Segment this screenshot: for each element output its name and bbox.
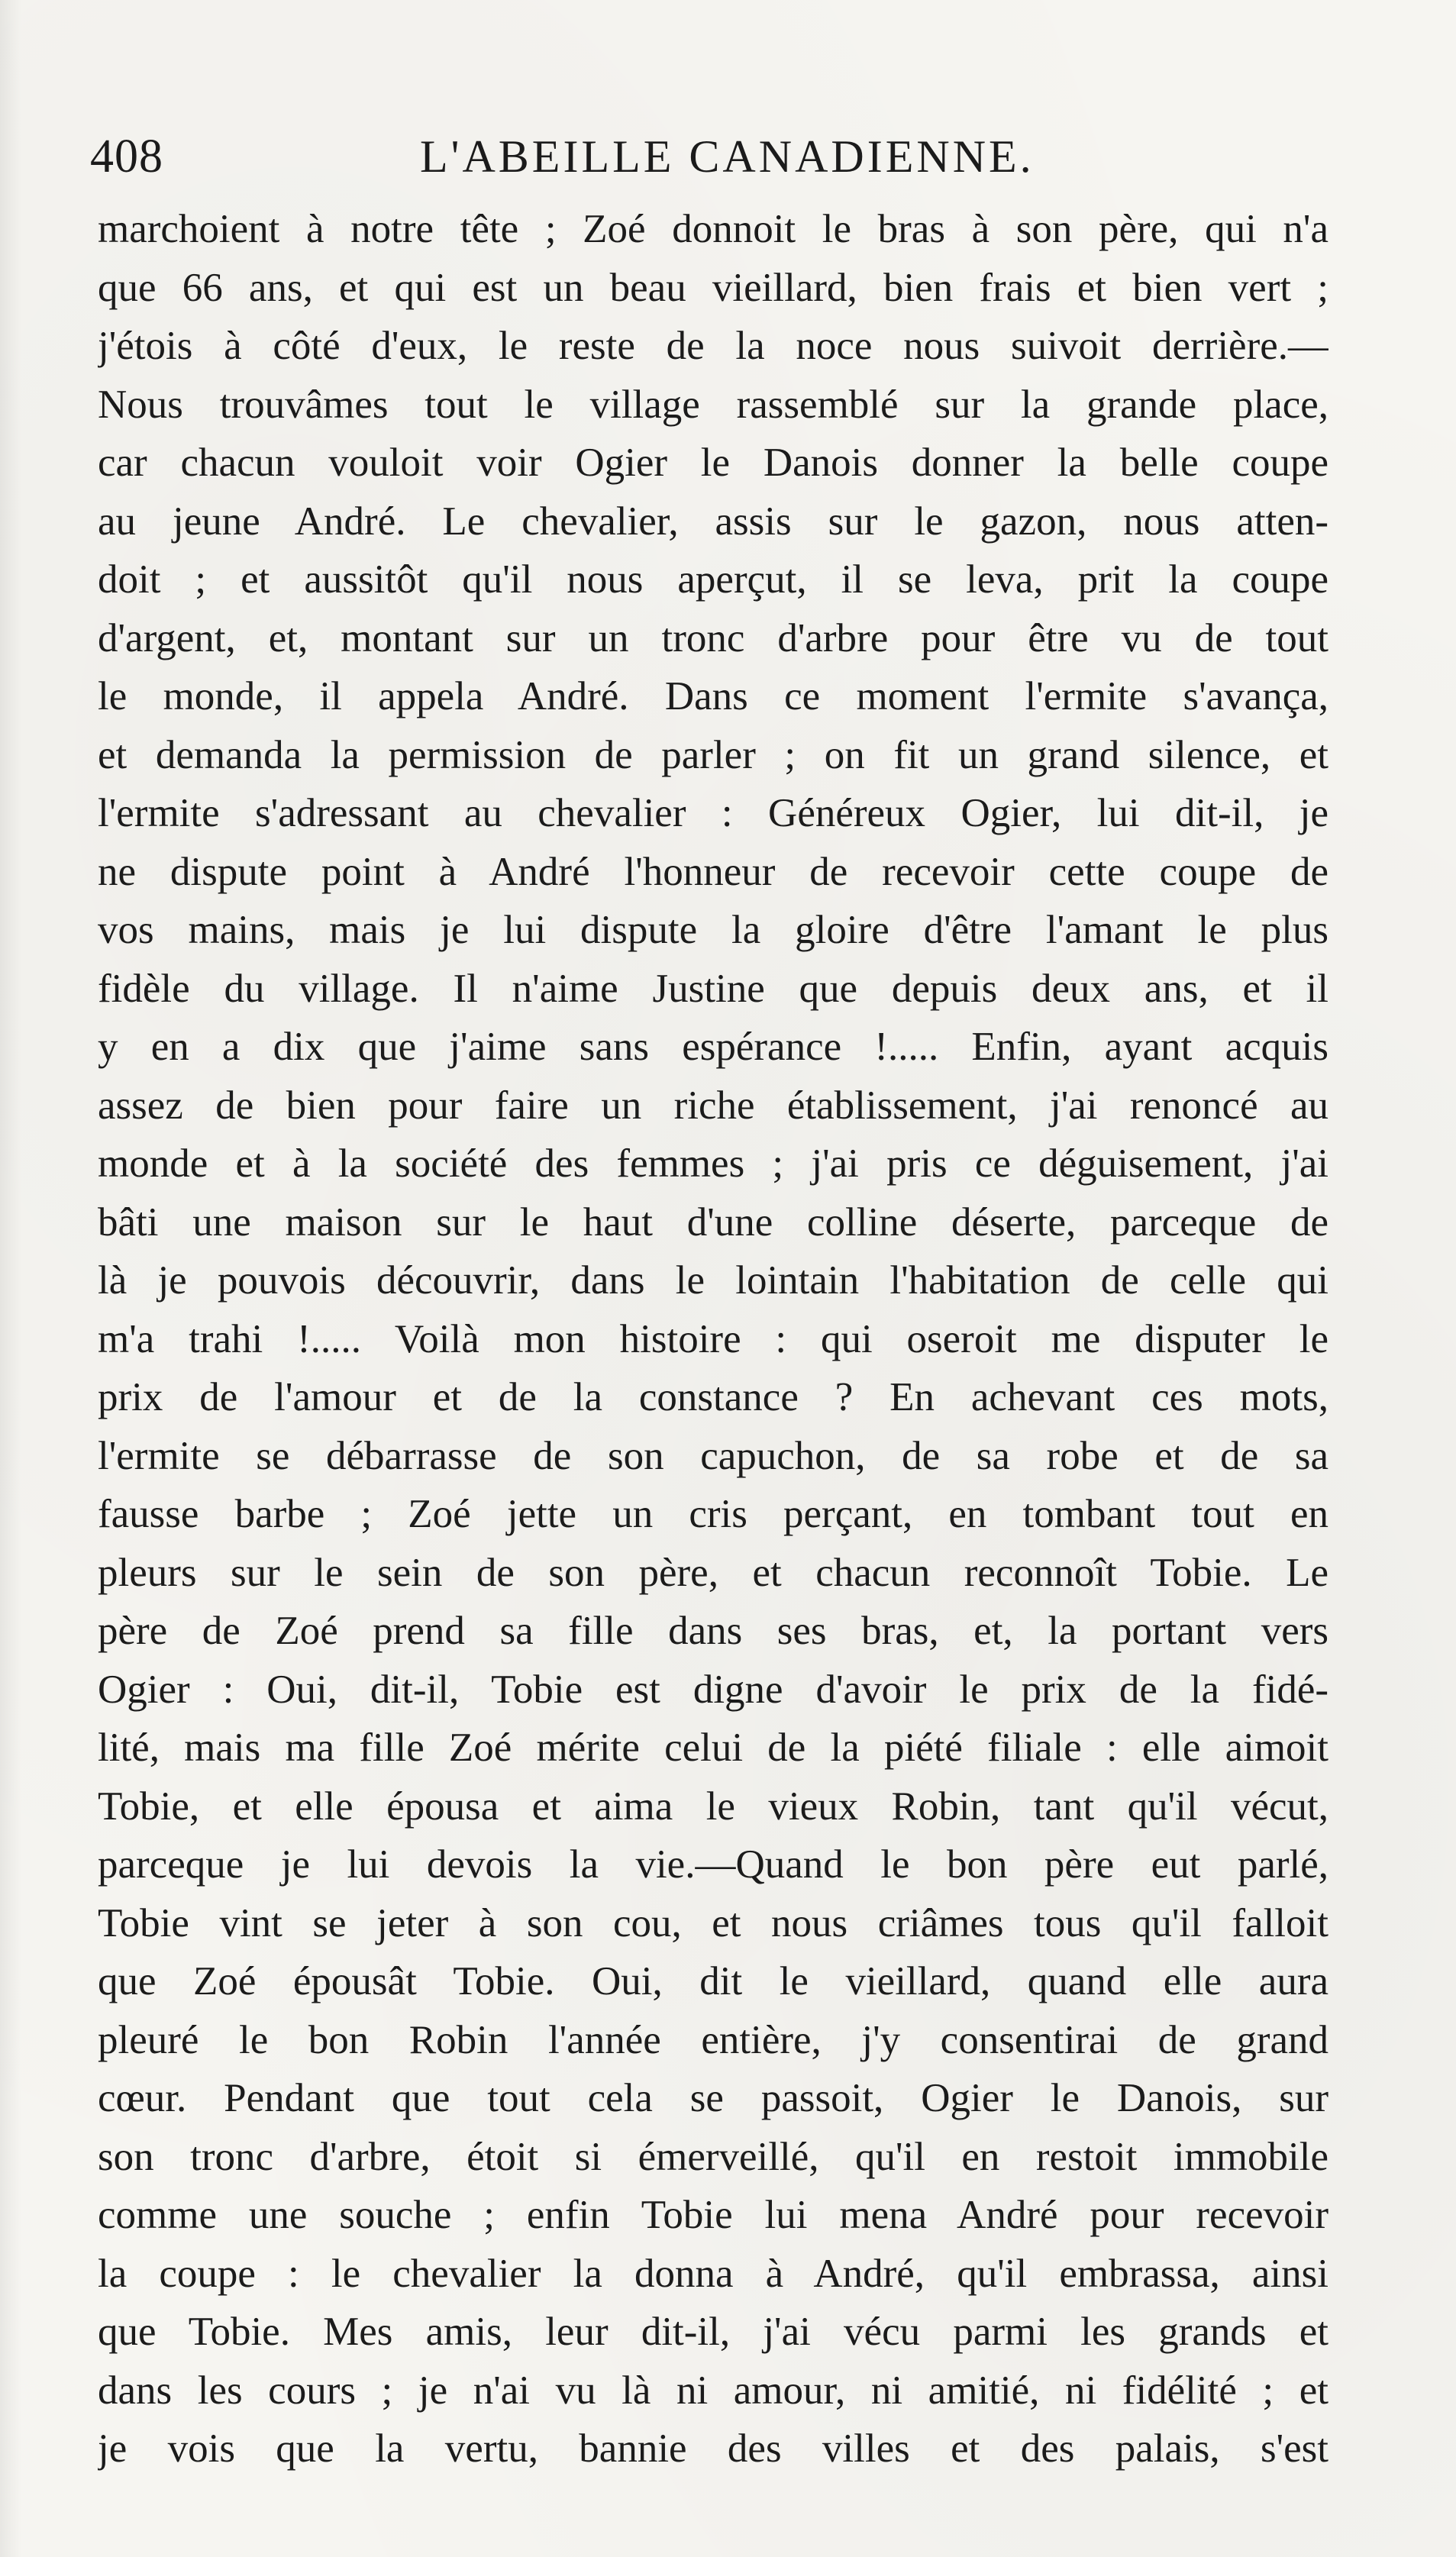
text-line: là je pouvois découvrir, dans le lointain l'habitation de celle qui — [98, 1258, 1328, 1303]
text-line: doit ; et aussitôt qu'il nous aperçut, il se leva, prit la coupe — [98, 557, 1328, 602]
text-line: prix de l'amour et de la constance ? En achevant ces mots, — [98, 1375, 1328, 1419]
text-line: l'ermite s'adressant au chevalier : Généreux Ogier, lui dit-il, je — [98, 791, 1328, 835]
text-line: ne dispute point à André l'honneur de recevoir cette coupe de — [98, 849, 1328, 894]
text-line: y en a dix que j'aime sans espérance !..... Enfin, ayant acquis — [98, 1025, 1328, 1069]
text-line: Nous trouvâmes tout le village rassemblé sur la grande place, — [98, 382, 1328, 427]
text-line: et demanda la permission de parler ; on fit un grand silence, et — [98, 732, 1328, 777]
text-line: parceque je lui devois la vie.—Quand le bon père eut parlé, — [98, 1842, 1328, 1887]
text-line: que 66 ans, et qui est un beau vieillard, bien frais et bien vert ; — [98, 265, 1328, 310]
text-line: lité, mais ma fille Zoé mérite celui de la piété filiale : elle aimoit — [98, 1726, 1328, 1770]
text-line: cœur. Pendant que tout cela se passoit, Ogier le Danois, sur — [98, 2076, 1328, 2120]
text-line: pleurs sur le sein de son père, et chacun reconnoît Tobie. Le — [98, 1550, 1328, 1595]
page-number: 408 — [90, 131, 163, 182]
body-text — [98, 200, 1328, 2478]
text-line: la coupe : le chevalier la donna à André, qu'il embrassa, ainsi — [98, 2251, 1328, 2296]
text-line: Ogier : Oui, dit-il, Tobie est digne d'avoir le prix de la fidé- — [98, 1667, 1328, 1712]
page-gutter-shadow — [0, 0, 21, 2557]
text-line: fidèle du village. Il n'aime Justine que depuis deux ans, et il — [98, 966, 1328, 1011]
text-line: vos mains, mais je lui dispute la gloire d'être l'amant le plus — [98, 908, 1328, 952]
text-line: père de Zoé prend sa fille dans ses bras, et, la portant vers — [98, 1609, 1328, 1653]
text-line: bâti une maison sur le haut d'une colline déserte, parceque de — [98, 1199, 1328, 1245]
text-line: fausse barbe ; Zoé jette un cris perçant, en tombant tout en — [98, 1492, 1328, 1536]
text-line: le monde, il appela André. Dans ce moment l'ermite s'avança, — [98, 674, 1328, 718]
text-line: Tobie vint se jeter à son cou, et nous criâmes tous qu'il falloit — [98, 1900, 1328, 1945]
text-line: j'étois à côté d'eux, le reste de la noce nous suivoit derrière.— — [98, 324, 1328, 368]
page-header — [90, 122, 1342, 191]
text-line: comme une souche ; enfin Tobie lui mena André pour recevoir — [98, 2193, 1328, 2237]
text-line: que Zoé épousât Tobie. Oui, dit le vieillard, quand elle aura — [98, 1959, 1328, 2003]
text-line: son tronc d'arbre, étoit si émerveillé, qu'il en restoit immobile — [98, 2134, 1328, 2179]
running-head: L'ABEILLE CANADIENNE. — [420, 131, 1035, 182]
text-line: que Tobie. Mes amis, leur dit-il, j'ai vécu parmi les grands et — [98, 2310, 1328, 2354]
text-line: monde et à la société des femmes ; j'ai pris ce déguisement, j'ai — [98, 1141, 1328, 1186]
text-line: je vois que la vertu, bannie des villes et des palais, s'est — [98, 2426, 1328, 2471]
text-line: car chacun vouloit voir Ogier le Danois donner la belle coupe — [98, 441, 1328, 485]
text-line: marchoient à notre tête ; Zoé donnoit le bras à son père, qui n'a — [98, 207, 1328, 251]
text-line: pleuré le bon Robin l'année entière, j'y consentirai de grand — [98, 2017, 1328, 2062]
text-line: assez de bien pour faire un riche établissement, j'ai renoncé au — [98, 1083, 1328, 1128]
text-line: Tobie, et elle épousa et aima le vieux Robin, tant qu'il vécut, — [98, 1784, 1328, 1829]
text-line: dans les cours ; je n'ai vu là ni amour, ni amitié, ni fidélité ; et — [98, 2368, 1328, 2413]
text-line: d'argent, et, montant sur un tronc d'arbre pour être vu de tout — [98, 615, 1328, 660]
text-line: au jeune André. Le chevalier, assis sur le gazon, nous atten- — [98, 499, 1328, 544]
text-line: m'a trahi !..... Voilà mon histoire : qui oseroit me disputer le — [98, 1316, 1328, 1361]
text-line: l'ermite se débarrasse de son capuchon, de sa robe et de sa — [98, 1433, 1328, 1478]
